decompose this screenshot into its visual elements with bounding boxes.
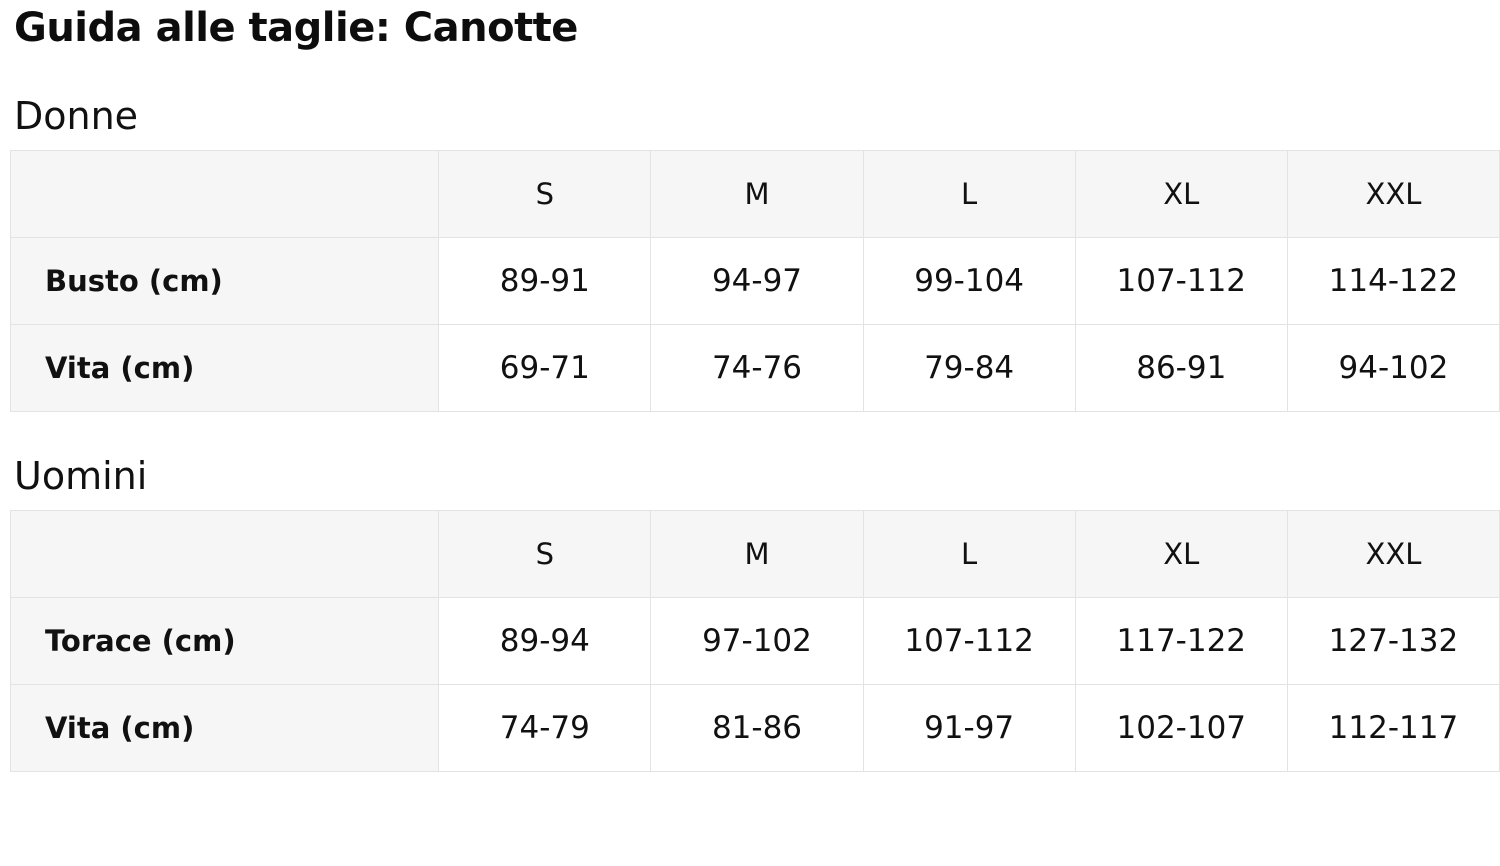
column-header-xl: XL [1075,150,1287,237]
row-label-busto: Busto (cm) [11,237,439,324]
table-row [11,237,1500,324]
cell-busto-s: 89-91 [439,237,651,324]
table-header-women [11,150,1500,237]
table-row [11,597,1500,684]
section-heading-women: Donne [14,94,139,138]
table-header-row [11,510,1500,597]
cell-vita-donne-xxl: 94-102 [1287,324,1499,411]
cell-busto-xxl: 114-122 [1287,237,1499,324]
table-body-women [11,237,1500,411]
table-header-men [11,510,1500,597]
cell-torace-s: 89-94 [439,597,651,684]
column-header-s: S [439,150,651,237]
cell-torace-xl: 117-122 [1075,597,1287,684]
section-heading-men: Uomini [14,453,148,498]
table-header-row [11,150,1500,237]
column-header-s: S [439,510,651,597]
cell-busto-xl: 107-112 [1075,237,1287,324]
cell-torace-xxl: 127-132 [1287,597,1499,684]
column-header-m: M [651,510,863,597]
page-title: Guida alle taglie: Canotte [14,5,578,51]
column-header-xl: XL [1075,510,1287,597]
size-table-women [10,150,1500,412]
table-row [11,684,1500,771]
cell-vita-uomini-m: 81-86 [651,684,863,771]
cell-torace-m: 97-102 [651,597,863,684]
cell-vita-uomini-s: 74-79 [439,684,651,771]
cell-busto-m: 94-97 [651,237,863,324]
row-label-vita-uomini: Vita (cm) [11,684,439,771]
cell-torace-l: 107-112 [863,597,1075,684]
column-header-xxl: XXL [1287,150,1499,237]
table-corner-cell [11,510,439,597]
column-header-xxl: XXL [1287,510,1499,597]
size-table-men [10,510,1500,772]
row-label-torace: Torace (cm) [11,597,439,684]
cell-vita-donne-xl: 86-91 [1075,324,1287,411]
cell-vita-uomini-xxl: 112-117 [1287,684,1499,771]
cell-vita-donne-s: 69-71 [439,324,651,411]
cell-busto-l: 99-104 [863,237,1075,324]
row-label-vita-donne: Vita (cm) [11,324,439,411]
column-header-l: L [863,150,1075,237]
table-row [11,324,1500,411]
size-guide-page [0,4,1500,772]
column-header-m: M [651,150,863,237]
table-body-men [11,597,1500,771]
table-corner-cell [11,150,439,237]
column-header-l: L [863,510,1075,597]
cell-vita-uomini-l: 91-97 [863,684,1075,771]
cell-vita-uomini-xl: 102-107 [1075,684,1287,771]
cell-vita-donne-m: 74-76 [651,324,863,411]
cell-vita-donne-l: 79-84 [863,324,1075,411]
